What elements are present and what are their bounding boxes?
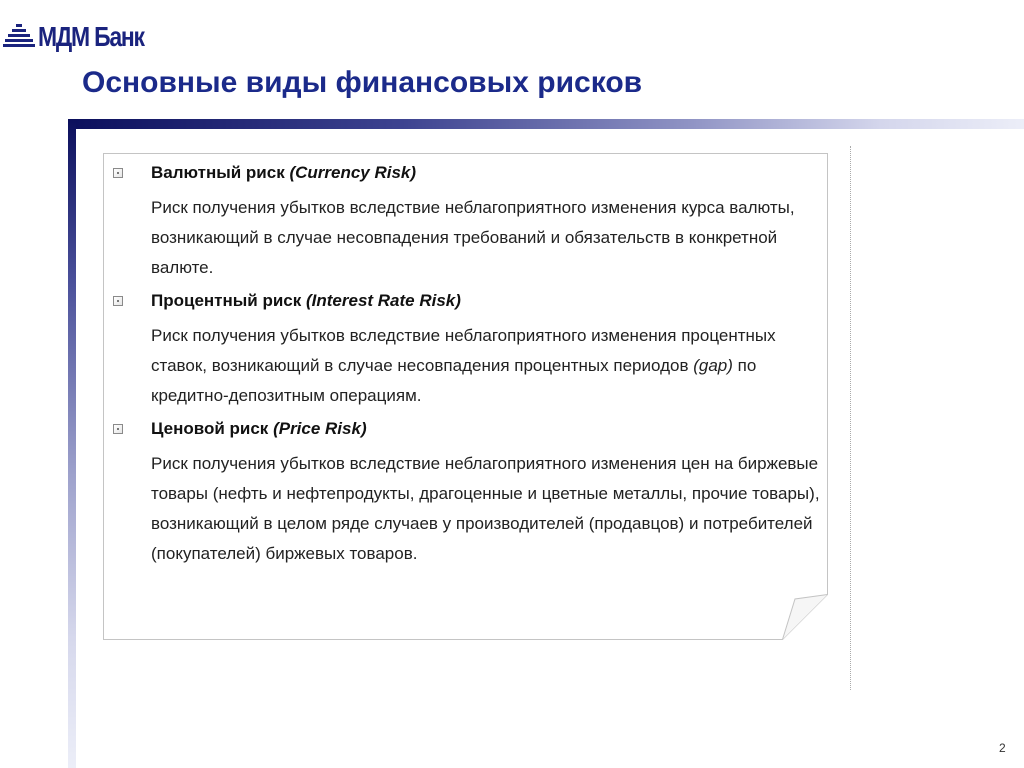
page-number: 2	[999, 741, 1006, 755]
square-bullet-icon	[113, 424, 123, 434]
risk-heading	[111, 161, 823, 185]
risk-item-currency	[111, 161, 823, 283]
square-bullet-icon	[113, 168, 123, 178]
risk-name-ru: Процентный риск	[151, 291, 302, 310]
risk-name-en: (Interest Rate Risk)	[305, 291, 461, 310]
risk-heading	[111, 417, 823, 441]
risk-description-text-end: по кредитно-депозитным операциям.	[151, 356, 757, 405]
left-gradient-band	[68, 119, 76, 768]
risk-description: Риск получения убытков вследствие неблагоприятного изменения цен на биржевые товары (нефть и нефтепродукты, драгоценные и цветные металлы, прочие товары), возникающий в целом ряде случаев у производителей (продавцов) и потребителей (покупателей) биржевых товаров.	[151, 454, 820, 563]
bank-logo-icon	[3, 24, 35, 50]
square-bullet-icon	[113, 296, 123, 306]
page-title: Основные виды финансовых рисков	[82, 66, 643, 99]
risk-description-text: Риск получения убытков вследствие неблагоприятного изменения процентных ставок, возникающий в случае несовпадения процентных периодов	[151, 326, 776, 375]
risk-name-en: (Price Risk)	[273, 419, 367, 438]
risk-list	[111, 161, 823, 569]
content-card	[103, 153, 828, 640]
risk-description: Риск получения убытков вследствие неблагоприятного изменения курса валюты, возникающий в случае несовпадения требований и обязательств в конкретной валюте.	[151, 198, 795, 277]
risk-name-en: (Currency Risk)	[289, 163, 417, 182]
risk-heading	[111, 289, 823, 313]
header-gradient-band	[68, 119, 1024, 129]
risk-description	[151, 321, 823, 411]
risk-name-ru: Ценовой риск	[151, 419, 269, 438]
risk-item-price	[111, 417, 823, 569]
bank-logo	[3, 22, 167, 52]
risk-description-term: (gap)	[693, 356, 733, 375]
risk-name-ru: Валютный риск	[151, 163, 285, 182]
bank-logo-text: МДМ Банк	[38, 21, 144, 52]
dotted-divider	[850, 146, 851, 690]
risk-item-interest-rate	[111, 289, 823, 411]
